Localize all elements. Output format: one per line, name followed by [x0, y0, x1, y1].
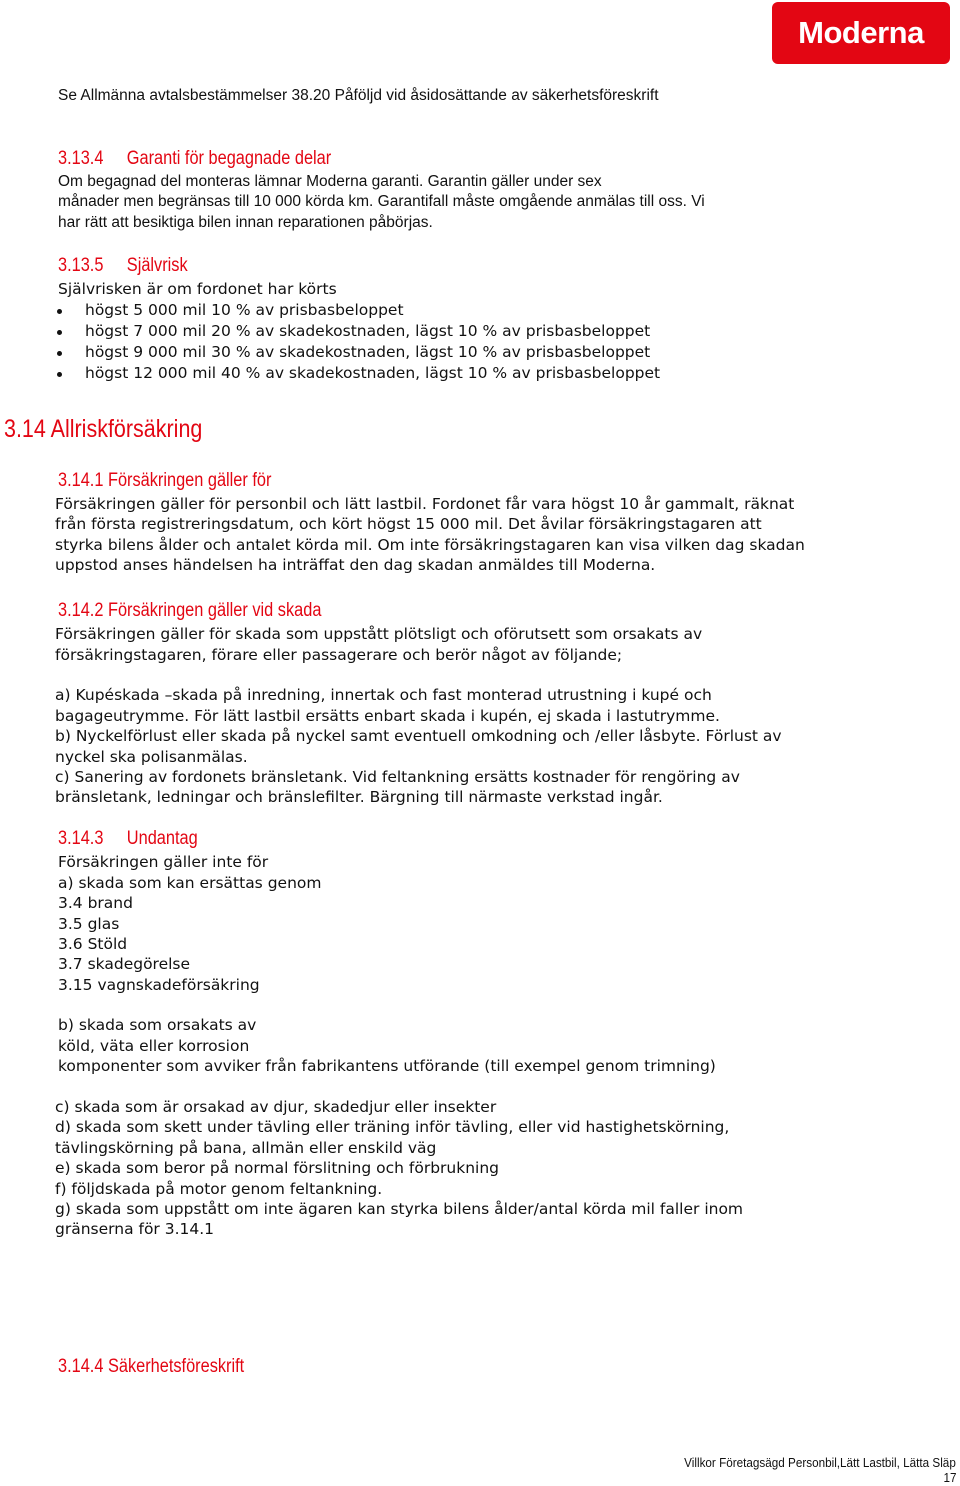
- heading-number: 3.14.3: [58, 828, 104, 849]
- paragraph-line: c) skada som är orsakad av djur, skadedjur eller insekter: [55, 1098, 497, 1116]
- heading-number: 3.13.4: [58, 148, 104, 169]
- paragraph-line: Försäkringen gäller för personbil och lätt lastbil. Fordonet får vara högst 10 år gammalt, räknat: [55, 495, 795, 513]
- footer-title: Villkor Företagsägd Personbil,Lätt Lastbil, Lätta Släp: [684, 1455, 956, 1470]
- heading-title: Garanti för begagnade delar: [126, 148, 332, 169]
- heading-3-13-4: [58, 148, 331, 170]
- heading-title: Självrisk: [126, 255, 188, 276]
- paragraph-line: gränserna för 3.14.1: [55, 1220, 215, 1238]
- paragraph-line: Om begagnad del monteras lämnar Moderna garanti. Garantin gäller under sex: [58, 173, 602, 190]
- paragraph-line: b) Nyckelförlust eller skada på nyckel samt eventuell omkodning och /eller låsbyte. Förlust av: [55, 727, 782, 745]
- list-item: 3.7 skadegörelse: [58, 955, 191, 973]
- paragraph-line: f) följdskada på motor genom feltankning.: [55, 1180, 383, 1198]
- list-item: komponenter som avviker från fabrikantens utförande (till exempel genom trimning): [58, 1057, 716, 1075]
- paragraph-line: bagageutrymme. För lätt lastbil ersätts enbart skada i kupén, ej skada i lastutrymme.: [55, 707, 720, 725]
- logo-text: Moderna: [798, 15, 924, 50]
- paragraph-line: nyckel ska polisanmälas.: [55, 748, 248, 766]
- paragraph-line: månader men begränsas till 10 000 körda km. Garantifall måste omgående anmälas till oss. Vi: [58, 193, 705, 210]
- heading-3-14-1: 3.14.1 Försäkringen gäller för: [58, 470, 272, 491]
- paragraph-line: a) Kupéskada –skada på inredning, innertak och fast monterad utrustning i kupé och: [55, 686, 712, 704]
- list-item: högst 9 000 mil 30 % av skadekostnaden, lägst 10 % av prisbasbeloppet: [85, 343, 651, 361]
- page-number: 17: [942, 1470, 956, 1485]
- bullet-icon: [57, 372, 62, 377]
- list-item: högst 12 000 mil 40 % av skadekostnaden, lägst 10 % av prisbasbeloppet: [85, 364, 661, 382]
- paragraph-line: bränsletank, ledningar och bränslefilter. Bärgning till närmaste verkstad ingår.: [55, 788, 663, 806]
- heading-title: Undantag: [126, 828, 198, 849]
- list-item: 3.6 Stöld: [58, 935, 128, 953]
- heading-3-14: 3.14 Allriskförsäkring: [4, 415, 203, 443]
- list-item: 3.4 brand: [58, 894, 133, 912]
- paragraph-line: Självrisken är om fordonet har körts: [58, 280, 337, 298]
- bullet-icon: [57, 330, 62, 335]
- paragraph-line: Försäkringen gäller för skada som uppstått plötsligt och oförutsett som orsakats av: [55, 625, 703, 643]
- list-item: högst 7 000 mil 20 % av skadekostnaden, lägst 10 % av prisbasbeloppet: [85, 322, 651, 340]
- paragraph-line: från första registreringsdatum, och kört högst 15 000 mil. Det åvilar försäkringstagaren att: [55, 515, 762, 533]
- heading-3-14-2: 3.14.2 Försäkringen gäller vid skada: [58, 600, 322, 621]
- list-item: 3.15 vagnskadeförsäkring: [58, 976, 260, 994]
- reference-line: Se Allmänna avtalsbestämmelser 38.20 Påföljd vid åsidosättande av säkerhetsföreskrift: [58, 87, 659, 104]
- list-item: köld, väta eller korrosion: [58, 1037, 250, 1055]
- paragraph-line: försäkringstagaren, förare eller passagerare och berör något av följande;: [55, 646, 623, 664]
- paragraph-line: a) skada som kan ersättas genom: [58, 874, 322, 892]
- paragraph-line: styrka bilens ålder och antalet körda mil. Om inte försäkringstagaren kan visa vilken dag skadan: [55, 536, 805, 554]
- paragraph-line: har rätt att besiktiga bilen innan reparationen påbörjas.: [58, 214, 433, 231]
- heading-3-14-3: [58, 828, 198, 850]
- heading-3-14-4: 3.14.4 Säkerhetsföreskrift: [58, 1356, 245, 1377]
- bullet-icon: [57, 351, 62, 356]
- heading-number: 3.13.5: [58, 255, 104, 276]
- list-item: 3.5 glas: [58, 915, 120, 933]
- paragraph-line: b) skada som orsakats av: [58, 1016, 257, 1034]
- moderna-logo: [772, 2, 950, 64]
- paragraph-line: d) skada som skett under tävling eller träning inför tävling, eller vid hastighetskörning,: [55, 1118, 730, 1136]
- paragraph-line: g) skada som uppstått om inte ägaren kan styrka bilens ålder/antal körda mil faller inom: [55, 1200, 744, 1218]
- bullet-icon: [57, 309, 62, 314]
- heading-3-13-5: [58, 255, 188, 277]
- paragraph-line: uppstod anses händelsen ha inträffat den dag skadan anmäldes till Moderna.: [55, 556, 656, 574]
- paragraph-line: c) Sanering av fordonets bränsletank. Vid feltankning ersätts kostnader för rengöring av: [55, 768, 740, 786]
- paragraph-line: tävlingskörning på bana, allmän eller enskild väg: [55, 1139, 437, 1157]
- paragraph-line: Försäkringen gäller inte för: [58, 853, 269, 871]
- paragraph-line: e) skada som beror på normal förslitning och förbrukning: [55, 1159, 499, 1177]
- list-item: högst 5 000 mil 10 % av prisbasbeloppet: [85, 301, 404, 319]
